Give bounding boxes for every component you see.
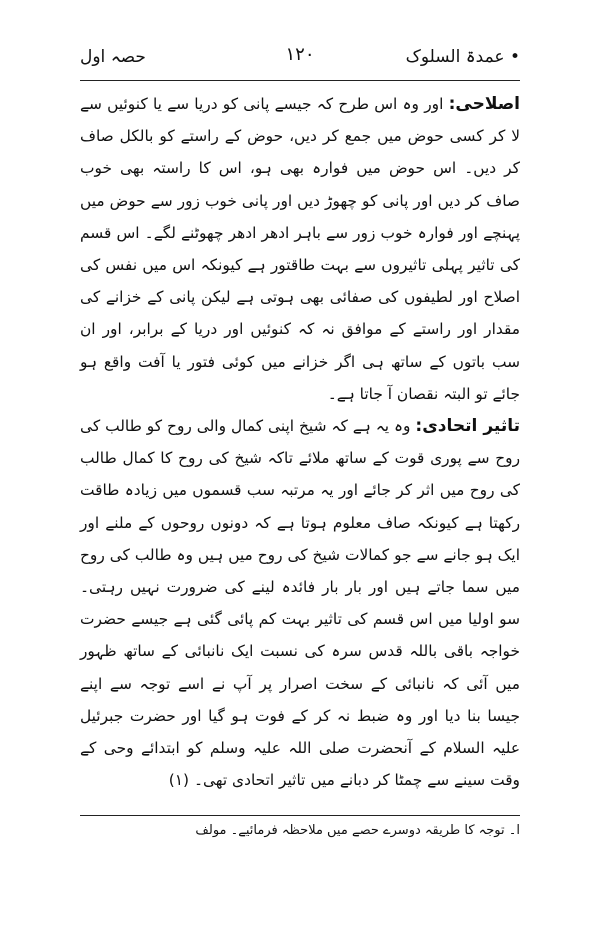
paragraph-islahi (80, 88, 520, 410)
paragraph-ittihadi (80, 410, 520, 796)
paragraph-heading: اصلاحی: (448, 94, 520, 114)
header-divider (80, 80, 520, 81)
main-text (80, 88, 520, 796)
paragraph-text: اور وہ اس طرح کہ جیسے پانی کو دریا سے یا کنوئیں سے لا کر کسی حوض میں جمع کر دیں، حوض کے راستے کو بالکل صاف کر دیں۔ اس حوض میں فوارہ بھی ہو، اس کا راستہ بھی خوب صاف کر دیں اور پانی کو چھوڑ دیں اور پانی خوب زور سے حوض میں پہنچے اور فوارہ خوب زور سے باہر ادھر ادھر چھوٹنے لگے۔ اس قسم کی تاثیر پہلی تاثیروں سے بہت طاقتور ہے کیونکہ اس میں نفس کی اصلاح اور لطیفوں کی صفائی بھی ہوتی ہے لیکن پانی کے خزانے کی مقدار اور راستے کے موافق نہ کہ کنوئیں اور دریا کے برابر، اور ان سب باتوں کے ساتھ ہی اگر خزانے میں کوئی فتور یا آفت واقع ہو جائے تو البتہ نقصان آ جاتا ہے۔ (80, 95, 520, 403)
paragraph-text: وہ یہ ہے کہ شیخ اپنی کمال والی روح کو طالب کی روح سے پوری قوت کے ساتھ ملائے تاکہ شیخ کی روح کا کمال طالب کی روح میں اثر کر جائے اور یہ مرتبہ سب قسموں میں زیادہ طاقت رکھتا ہے کیونکہ صاف معلوم ہوتا ہے کہ دونوں روحوں کے ملنے اور ایک ہو جانے سے جو کمالات شیخ کی روح میں ہیں وہ طالب کی روح میں سما جاتے ہیں اور بار بار فائدہ لینے کی ضرورت نہیں رہتی۔ سو اولیا میں اس قسم کی تاثیر بہت کم پائی گئی ہے جیسے حضرت خواجہ باقی باللہ قدس سرہ کی نسبت ایک نانبائی کے ساتھ ظہور میں آئی کہ نانبائی کے سخت اصرار پر آپ نے اسے توجہ سے اپنے جیسا بنا دیا اور وہ ضبط نہ کر کے فوت ہو گیا اور حضرت جبرئیل علیہ السلام کے آنحضرت صلی اللہ علیہ وسلم کو ابتدائے وحی کے وقت سینے سے چمٹا کر دبانے میں تاثیر اتحادی تھی۔ (۱) (80, 417, 520, 790)
page-number: ۱۲۰ (285, 44, 315, 65)
paragraph-heading: تاثیر اتحادی: (415, 416, 520, 437)
running-header (80, 40, 520, 76)
footnote: ا۔ توجہ کا طریقہ دوسرے حصے میں ملاحظہ فرمائیے۔ مولف (195, 823, 520, 838)
footnote-divider (80, 815, 520, 816)
part-label: حصہ اول (80, 47, 146, 67)
book-title: • عمدۃ السلوک (405, 47, 520, 67)
